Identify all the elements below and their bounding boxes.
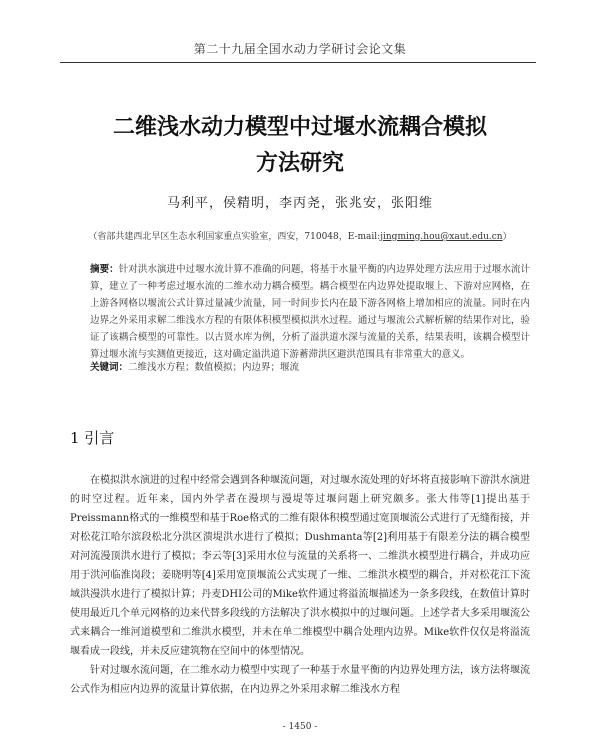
affiliation bbox=[0, 229, 600, 242]
abstract bbox=[90, 261, 530, 363]
paper-title-line2: 方法研究 bbox=[255, 151, 344, 176]
email-link[interactable]: jingming.hou@xaut.edu.cn bbox=[380, 232, 503, 242]
abstract-text: 针对洪水演进中过堰水流计算不准确的问题，将基于水量平衡的内边界处理方法应用于过堰水流计算，建立了一种考虑过堰水流的二维水动力耦合模型。耦合模型在内边界处提取堰上、下游对应网格，在上游各网格以堰流公式计算过量减少流量，同一时间步长内在最下游各网格上增加相应的流量。同时在内边界之外采用求解二维浅水方程的有限体积模型模拟洪水过程。通过与堰流公式解析解的结果作对比，验证了该耦合模型的可靠性。以古贤水库为例，分析了溢洪道水深与流量的关系，结果表明，该耦合模型计算过堰水流与实测值更接近，这对确定溢洪道下游蓄滞洪区避洪范围具有非常重大的意义。 bbox=[90, 264, 530, 360]
abstract-label: 摘要： bbox=[90, 264, 119, 275]
affiliation-text: （省部共建西北旱区生态水利国家重点实验室，西安，710048，E-mail: bbox=[88, 232, 381, 242]
header-divider bbox=[60, 62, 536, 63]
introduction-body bbox=[70, 471, 530, 699]
page-number: - 1450 - bbox=[282, 722, 318, 732]
keywords-text: 二维浅水方程；数值模拟；内边界；堰流 bbox=[128, 362, 300, 373]
paper-title bbox=[70, 110, 530, 182]
author-list: 马利平，侯精明，李丙尧，张兆安，张阳维 bbox=[166, 196, 433, 211]
keywords bbox=[90, 359, 530, 373]
paragraph: 针对过堰水流问题，在二维水动力模型中实现了一种基于水量平衡的内边界处理方法，该方法将堰流公式作为相应内边界的流量计算依据，在内边界之外采用求解二维浅水方程 bbox=[70, 665, 530, 695]
keywords-label: 关键词： bbox=[90, 362, 129, 373]
paper-title-line1: 二维浅水动力模型中过堰水流耦合模拟 bbox=[112, 115, 487, 140]
section-heading-introduction: 1 引言 bbox=[70, 429, 115, 447]
affiliation-close: ） bbox=[502, 232, 512, 242]
paragraph: 在模拟洪水演进的过程中经常会遇到各种堰流问题，对过堰水流处理的好坏将直接影响下游洪水演进的时空过程。近年来，国内外学者在漫坝与漫堤等过堰问题上研究颇多。张大伟等[1]提出基于Preissmann格式的一维模型和基于Roe格式的二维有限体积模型通过宽顶堰流公式进行了无缝衔接，并对松花江哈尔滨段松北分洪区溃堤洪水进行了模拟；Dushmanta等[2]利用基于有限差分法的耦合模型对河流漫顶洪水进行了模拟；李云等[3]采用水位与流量的关系将一、二维洪水模型进行耦合，并成功应用于洪河临淮岗段；姜晓明等[4]采用宽顶堰流公式实现了一维、二维洪水模型的耦合，并对松花江下流域洪漫洪水进行了模拟计算；丹麦DHI公司的Mike软件通过将溢流堰描述为一条多段线，在数值计算时使用最近几个单元网格的边来代替多段线的方法解决了洪水模拟中的过堰问题。上述学者大多采用堰流公式来耦合一维河道模型和二维洪水模型，并未在单二维模型中耦合处理内边界。Mike软件仅仅是将溢流堰看成一段线，并未反应建筑物在空间中的体型情况。 bbox=[70, 475, 530, 657]
proceedings-title: 第二十九届全国水动力学研讨会论文集 bbox=[193, 42, 407, 56]
